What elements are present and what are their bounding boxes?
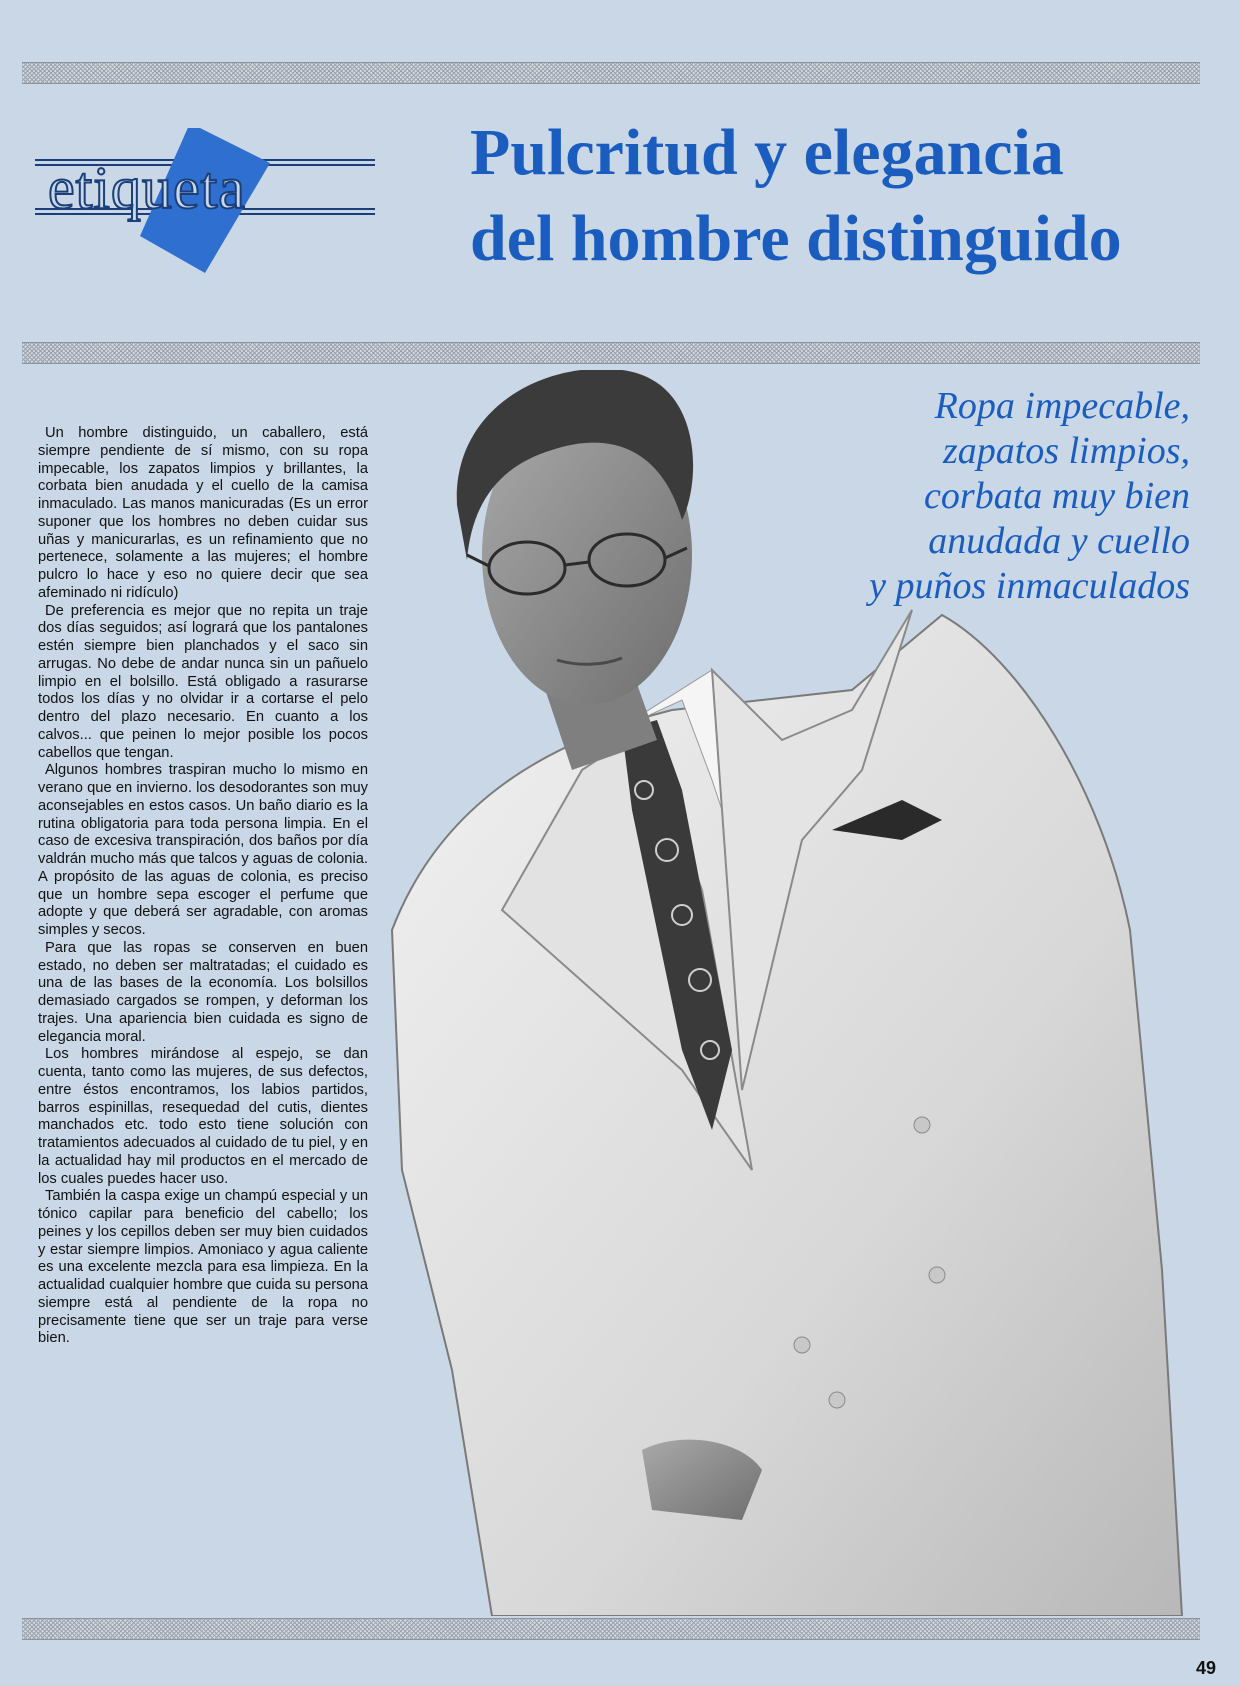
pull-quote-line: y puños inmaculados [869,565,1190,607]
pull-quote [790,384,1190,609]
decorative-band-top [22,62,1200,84]
page-number: 49 [1195,1658,1216,1678]
title-line-2: del hombre distinguido [470,202,1122,275]
decorative-band-middle [22,342,1200,364]
body-paragraph: También la caspa exige un champú especial y un tónico capilar para beneficio del cabello; los peines y los cepillos deben ser muy bien cuidados y estar siempre limpios. Amoniaco y agua caliente es una excelente mezcla para esa limpieza. En la actualidad cualquier hombre que cuida su persona siempre está al pendiente de la ropa no precisamente tiene que ser un traje para verse bien. [38,1188,368,1347]
body-paragraph: Para que las ropas se conserven en buen estado, no deben ser maltratadas; el cuidado es una de las bases de la economía. Los bolsillos demasiado cargados se rompen, y deforman los trajes. Una apariencia bien cuidada es signo de elegancia moral. [38,939,368,1045]
page-title [470,110,1200,282]
pull-quote-line: zapatos limpios, [942,430,1190,472]
article-body [38,425,368,1348]
etiqueta-logo [30,128,410,273]
pull-quote-line: anudada y cuello [928,520,1190,562]
pull-quote-line: Ropa impecable, [934,385,1190,427]
pull-quote-line: corbata muy bien [924,475,1190,517]
body-paragraph: Un hombre distinguido, un caballero, está siempre pendiente de sí mismo, con su ropa impecable, los zapatos limpios y brillantes, la corbata bien anudada y el cuello de la camisa inmaculado. Las manos manicuradas (Es un error suponer que los hombres no deben cuidar sus uñas y manicurarlas, es un refinamiento que no pertenece, solamente a las mujeres; el hombre pulcro lo hace y eso no quiere decir que sea afeminado ni ridículo) [38,425,368,601]
title-line-1: Pulcritud y elegancia [470,116,1064,189]
body-paragraph: De preferencia es mejor que no repita un traje dos días seguidos; así logrará que los pantalones estén siempre bien planchados y el saco sin arrugas. No debe de andar nunca sin un pañuelo limpio en el bolsillo. Está obligado a rasurarse todos los días y no olvidar ir a cortarse el pelo dentro del plazo necesario. En cuanto a los calvos... que peinen lo mejor posible los pocos cabellos que tengan. [38,602,368,761]
body-paragraph: Algunos hombres traspiran mucho lo mismo en verano que en invierno. los desodorantes son muy aconsejables en estos casos. Un baño diario es la rutina obligatoria para toda persona limpia. En el caso de excesiva transpiración, dos baños por día valdrán mucho más que talcos y aguas de colonia. A propósito de las aguas de colonia, es preciso que un hombre sepa escoger el perfume que adopte y que deberá ser agradable, con aromas simples y secos. [38,762,368,938]
section-label: etiqueta [48,155,246,221]
body-paragraph: Los hombres mirándose al espejo, se dan cuenta, tanto como las mujeres, de sus defectos, entre éstos encontramos, los labios partidos, barros espinillas, resequedad del cutis, dientes manchados etc. todo esto tiene solución con tratamientos adecuados al cuidado de tu piel, y en la actualidad hay mil productos en el mercado de los cuales puedes hacer uso. [38,1046,368,1187]
decorative-band-bottom [22,1618,1200,1640]
